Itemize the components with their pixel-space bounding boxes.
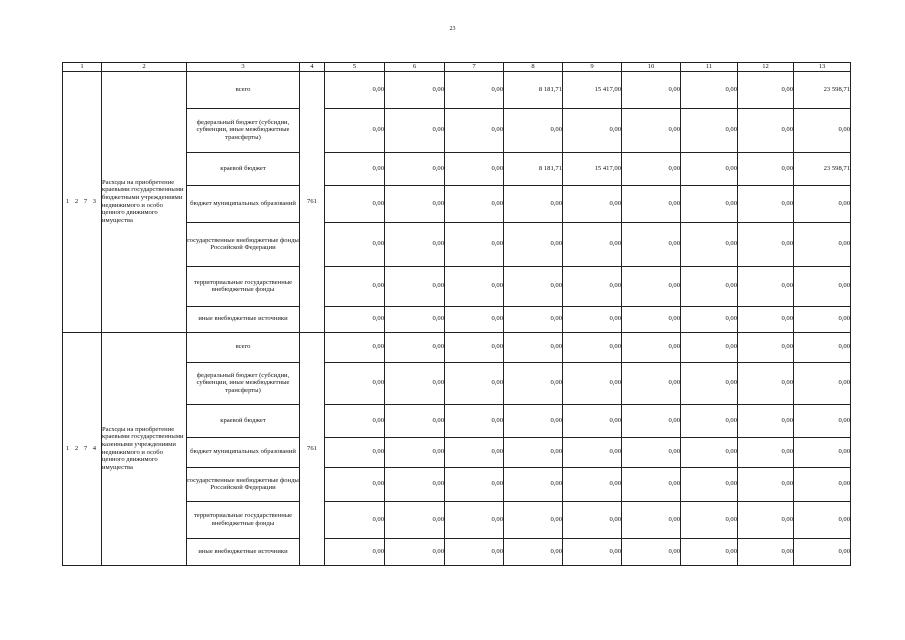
value-cell: 0,00 [794,404,851,437]
funding-source: территориальные государственные внебюджетные фонды [187,501,300,538]
value-cell: 0,00 [681,152,738,185]
column-number: 9 [563,63,622,72]
column-number: 2 [102,63,187,72]
value-cell: 0,00 [563,306,622,332]
row-code: 1 2 7 3 [63,71,102,332]
value-cell: 0,00 [445,467,504,501]
table-row [63,71,851,108]
value-cell: 0,00 [622,71,681,108]
value-cell: 0,00 [794,501,851,538]
column-number: 10 [622,63,681,72]
value-cell: 23 598,71 [794,71,851,108]
value-cell: 0,00 [681,71,738,108]
funding-source: иные внебюджетные источники [187,538,300,565]
value-cell: 0,00 [504,108,563,152]
value-cell: 0,00 [794,306,851,332]
column-number: 6 [385,63,445,72]
column-number: 4 [300,63,325,72]
value-cell: 0,00 [794,266,851,306]
value-cell: 8 181,71 [504,152,563,185]
funding-source: бюджет муниципальных образований [187,185,300,222]
value-cell: 0,00 [622,222,681,266]
value-cell: 0,00 [738,538,794,565]
value-cell: 0,00 [622,152,681,185]
value-cell: 0,00 [385,108,445,152]
value-cell: 0,00 [325,266,385,306]
value-cell: 0,00 [445,222,504,266]
funding-source: государственные внебюджетные фонды Российской Федерации [187,222,300,266]
funding-source: всего [187,332,300,362]
value-cell: 0,00 [325,185,385,222]
value-cell: 0,00 [385,222,445,266]
value-cell: 0,00 [325,306,385,332]
value-cell: 0,00 [622,185,681,222]
value-cell: 0,00 [563,437,622,467]
value-cell: 0,00 [738,467,794,501]
value-cell: 0,00 [445,437,504,467]
funding-source: федеральный бюджет (субсидии, субвенции, иные межбюджетные трансферты) [187,362,300,404]
value-cell: 0,00 [563,108,622,152]
value-cell: 0,00 [794,467,851,501]
value-cell: 0,00 [794,538,851,565]
value-cell: 0,00 [794,437,851,467]
value-cell: 0,00 [325,404,385,437]
funding-source: иные внебюджетные источники [187,306,300,332]
value-cell: 0,00 [504,306,563,332]
value-cell: 0,00 [681,306,738,332]
value-cell: 0,00 [504,467,563,501]
value-cell: 15 417,00 [563,152,622,185]
ministry-code: 761 [300,71,325,332]
value-cell: 0,00 [738,185,794,222]
value-cell: 0,00 [445,306,504,332]
value-cell: 0,00 [504,362,563,404]
value-cell: 0,00 [504,266,563,306]
column-number: 11 [681,63,738,72]
page-number: 23 [449,26,456,32]
header-row [63,63,851,72]
value-cell: 0,00 [681,467,738,501]
value-cell: 0,00 [563,266,622,306]
value-cell: 0,00 [738,501,794,538]
value-cell: 0,00 [325,467,385,501]
value-cell: 0,00 [445,404,504,437]
value-cell: 0,00 [622,362,681,404]
value-cell: 0,00 [385,152,445,185]
value-cell: 0,00 [325,152,385,185]
value-cell: 0,00 [445,501,504,538]
value-cell: 0,00 [738,266,794,306]
value-cell: 0,00 [385,306,445,332]
value-cell: 0,00 [738,332,794,362]
value-cell: 8 181,71 [504,71,563,108]
value-cell: 0,00 [681,332,738,362]
value-cell: 0,00 [681,538,738,565]
column-number: 8 [504,63,563,72]
value-cell: 0,00 [445,185,504,222]
value-cell: 0,00 [794,222,851,266]
value-cell: 0,00 [325,222,385,266]
funding-source: краевой бюджет [187,404,300,437]
value-cell: 23 598,71 [794,152,851,185]
value-cell: 0,00 [563,404,622,437]
value-cell: 0,00 [504,332,563,362]
column-number: 12 [738,63,794,72]
value-cell: 0,00 [622,306,681,332]
value-cell: 0,00 [563,185,622,222]
value-cell: 0,00 [738,222,794,266]
value-cell: 0,00 [325,332,385,362]
funding-source: федеральный бюджет (субсидии, субвенции, иные межбюджетные трансферты) [187,108,300,152]
value-cell: 0,00 [445,108,504,152]
value-cell: 0,00 [681,185,738,222]
column-number: 7 [445,63,504,72]
value-cell: 0,00 [385,467,445,501]
value-cell: 0,00 [681,362,738,404]
value-cell: 0,00 [681,404,738,437]
value-cell: 0,00 [794,108,851,152]
value-cell: 0,00 [504,222,563,266]
value-cell: 0,00 [622,437,681,467]
column-number: 5 [325,63,385,72]
value-cell: 0,00 [622,467,681,501]
value-cell: 15 417,00 [563,71,622,108]
value-cell: 0,00 [622,404,681,437]
value-cell: 0,00 [504,404,563,437]
value-cell: 0,00 [681,108,738,152]
value-cell: 0,00 [681,222,738,266]
value-cell: 0,00 [445,266,504,306]
value-cell: 0,00 [738,71,794,108]
value-cell: 0,00 [325,538,385,565]
value-cell: 0,00 [622,501,681,538]
value-cell: 0,00 [563,467,622,501]
ministry-code: 761 [300,332,325,565]
value-cell: 0,00 [504,501,563,538]
value-cell: 0,00 [794,362,851,404]
value-cell: 0,00 [504,185,563,222]
value-cell: 0,00 [385,332,445,362]
value-cell: 0,00 [738,306,794,332]
value-cell: 0,00 [445,71,504,108]
value-cell: 0,00 [681,501,738,538]
value-cell: 0,00 [681,437,738,467]
value-cell: 0,00 [794,185,851,222]
value-cell: 0,00 [563,362,622,404]
value-cell: 0,00 [738,437,794,467]
value-cell: 0,00 [445,362,504,404]
value-cell: 0,00 [325,362,385,404]
budget-table [62,62,851,566]
value-cell: 0,00 [504,538,563,565]
expense-name: Расходы на приобретение краевыми государственными казенными учреждениями недвижимого и особо ценного движимого имущества [102,332,187,565]
value-cell: 0,00 [622,538,681,565]
expense-name: Расходы на приобретение краевыми государственными бюджетными учреждениями недвижимого и особо ценного движимого имущества [102,71,187,332]
value-cell: 0,00 [385,437,445,467]
value-cell: 0,00 [563,332,622,362]
value-cell: 0,00 [794,332,851,362]
value-cell: 0,00 [622,108,681,152]
value-cell: 0,00 [385,71,445,108]
funding-source: территориальные государственные внебюджетные фонды [187,266,300,306]
value-cell: 0,00 [445,152,504,185]
value-cell: 0,00 [385,185,445,222]
value-cell: 0,00 [325,437,385,467]
value-cell: 0,00 [445,538,504,565]
column-number: 13 [794,63,851,72]
row-code: 1 2 7 4 [63,332,102,565]
value-cell: 0,00 [681,266,738,306]
funding-source: государственные внебюджетные фонды Российской Федерации [187,467,300,501]
value-cell: 0,00 [445,332,504,362]
value-cell: 0,00 [738,108,794,152]
funding-source: краевой бюджет [187,152,300,185]
value-cell: 0,00 [622,332,681,362]
value-cell: 0,00 [385,362,445,404]
column-number: 3 [187,63,300,72]
column-number: 1 [63,63,102,72]
table-row [63,332,851,362]
value-cell: 0,00 [385,538,445,565]
value-cell: 0,00 [504,437,563,467]
value-cell: 0,00 [325,71,385,108]
value-cell: 0,00 [325,501,385,538]
value-cell: 0,00 [385,501,445,538]
value-cell: 0,00 [385,266,445,306]
value-cell: 0,00 [738,362,794,404]
funding-source: всего [187,71,300,108]
value-cell: 0,00 [325,108,385,152]
value-cell: 0,00 [738,404,794,437]
value-cell: 0,00 [738,152,794,185]
value-cell: 0,00 [563,222,622,266]
value-cell: 0,00 [622,266,681,306]
value-cell: 0,00 [563,501,622,538]
value-cell: 0,00 [385,404,445,437]
value-cell: 0,00 [563,538,622,565]
funding-source: бюджет муниципальных образований [187,437,300,467]
